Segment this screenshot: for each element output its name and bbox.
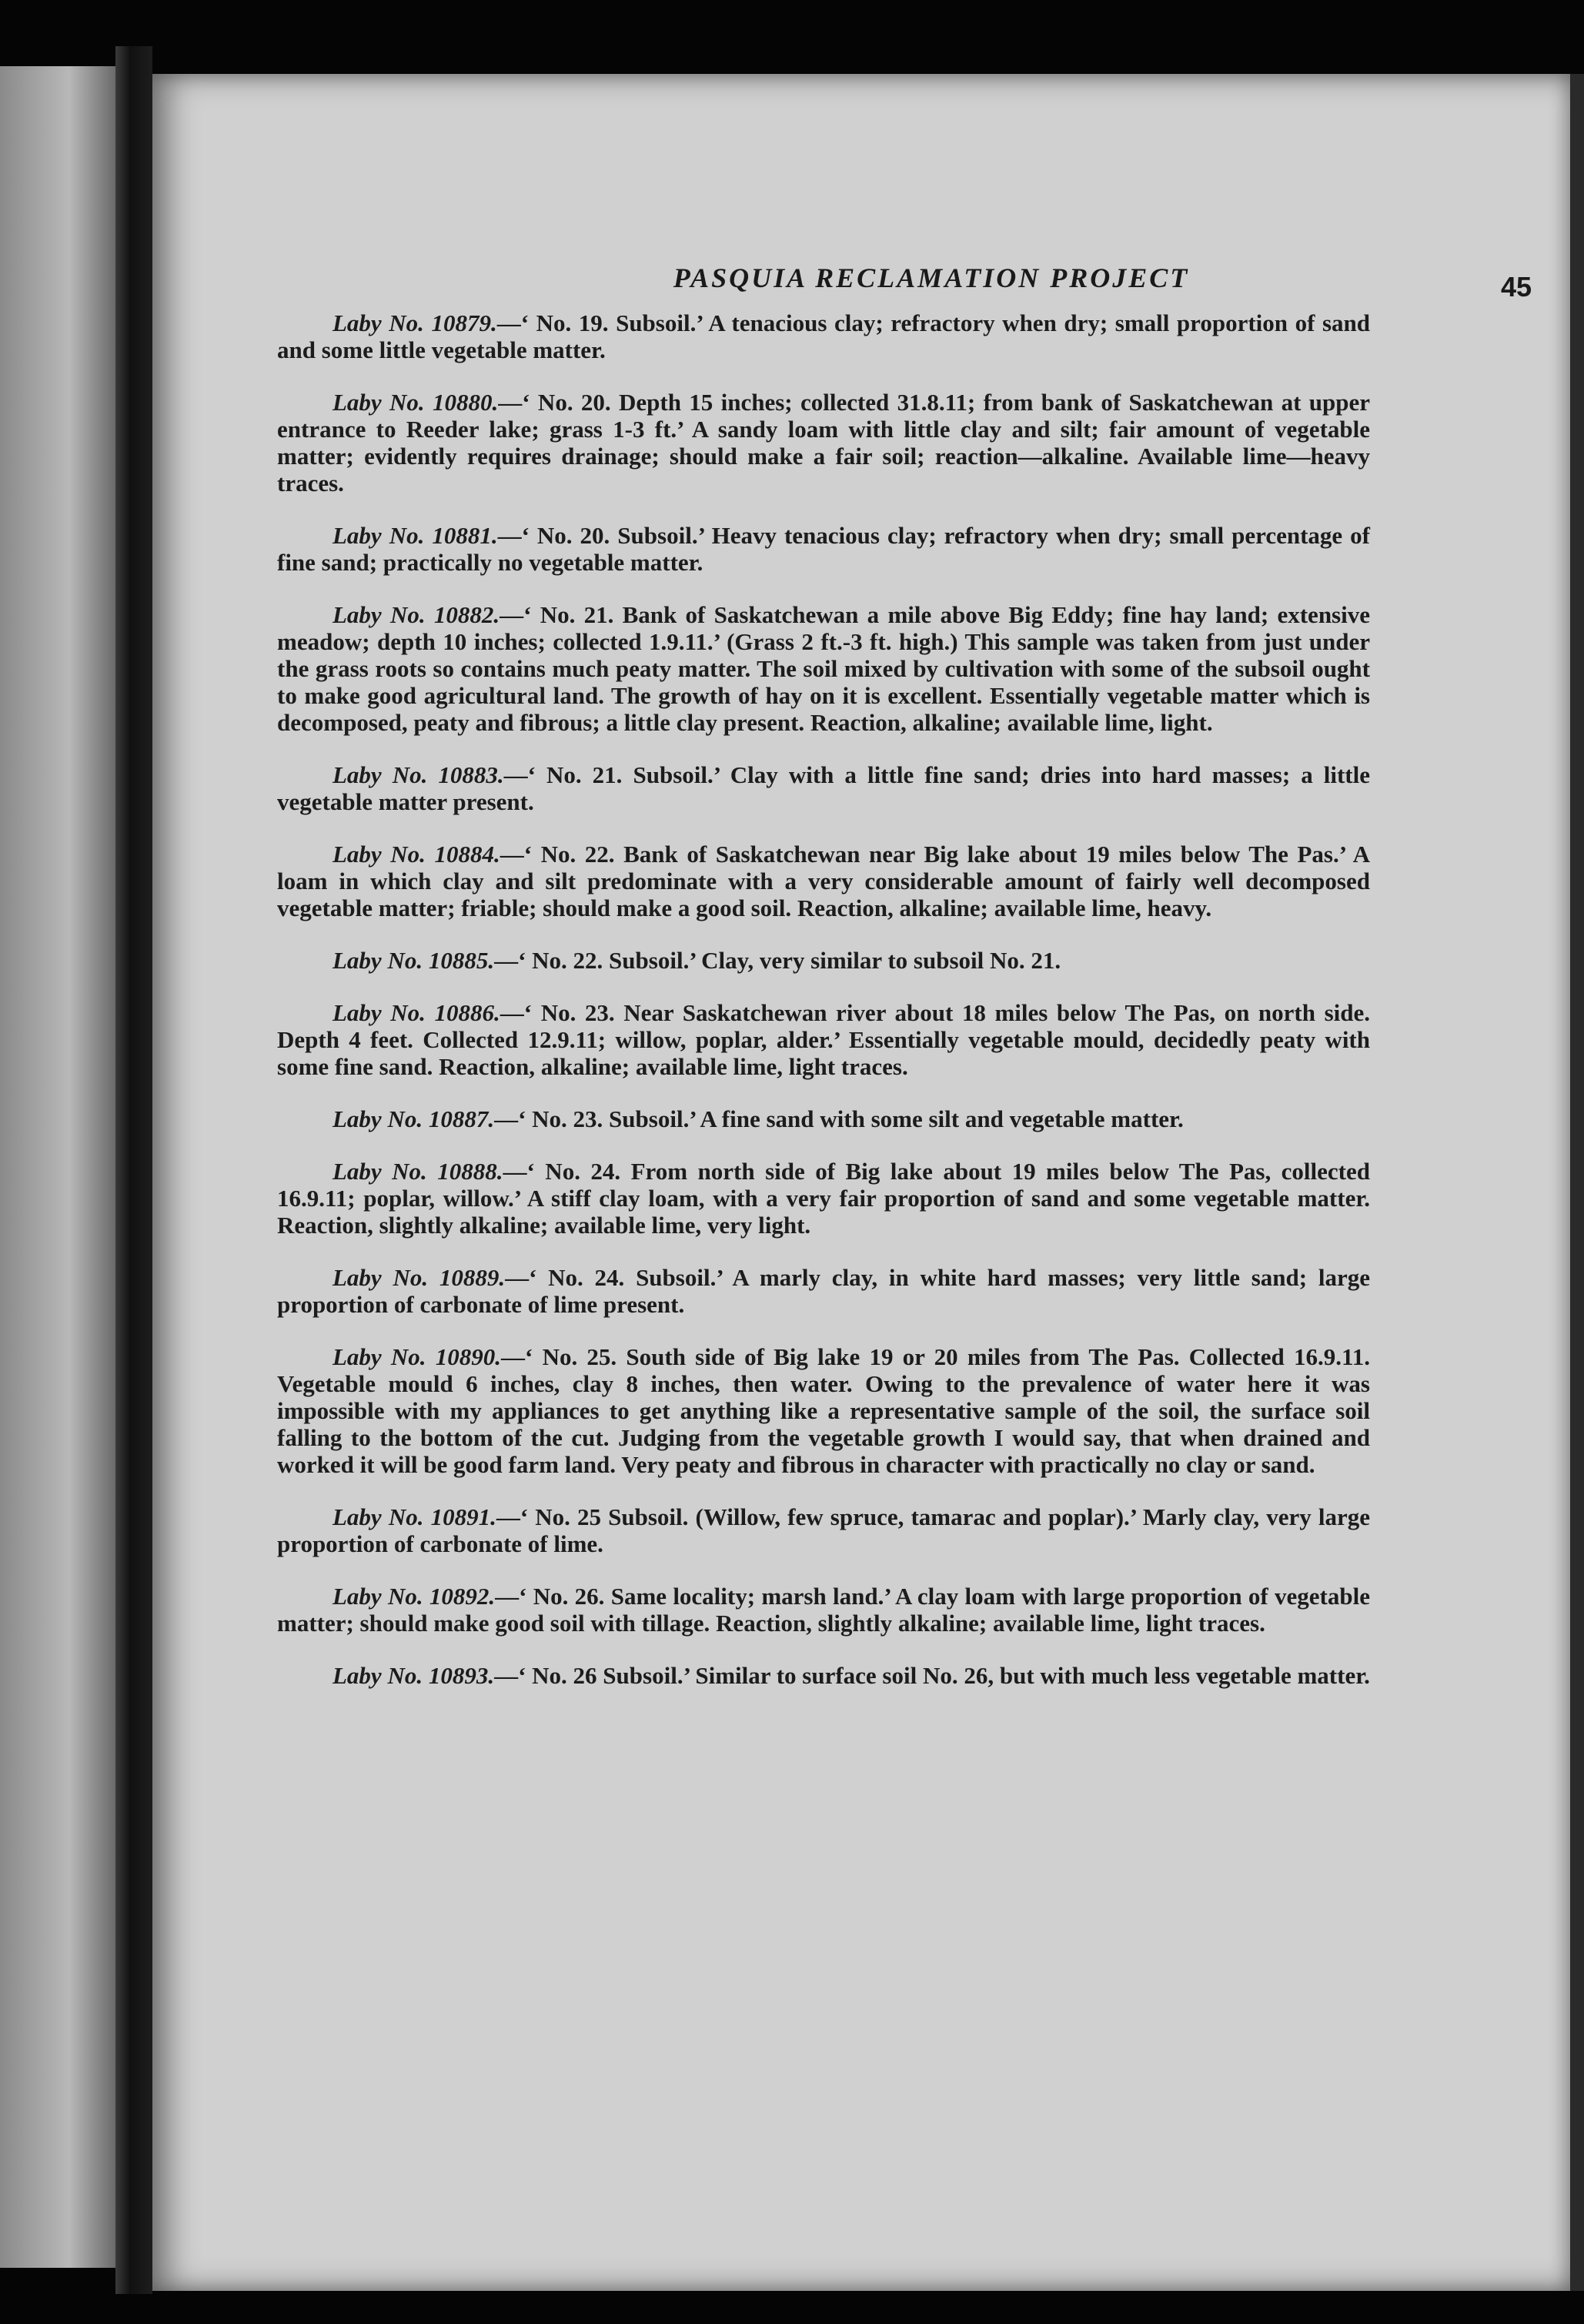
sample-entry <box>277 999 1370 1080</box>
lab-number: Laby No. 10887. <box>333 1105 495 1132</box>
page-body <box>277 309 1370 1714</box>
entry-text: —‘ No. 23. Subsoil.’ A fine sand with some silt and vegetable matter. <box>494 1105 1184 1132</box>
entry-text: —‘ No. 26 Subsoil.’ Similar to surface soil No. 26, but with much less vegetable matter. <box>494 1662 1370 1689</box>
lab-number: Laby No. 10879. <box>333 309 497 336</box>
lab-number: Laby No. 10890. <box>333 1343 502 1370</box>
lab-number: Laby No. 10889. <box>333 1264 506 1291</box>
entry-text: —‘ No. 25. South side of Big lake 19 or 20 miles from The Pas. Collected 16.9.11. Vegetable mould 6 inches, clay 8 inches, then water. Owing to the prevalence of water here it was impossible with my appliances to get anything like a representative sample of the soil, the surface soil falling to the bottom of the cut. Judging from the vegetable growth I would say, that when drained and worked it will be good farm land. Very peaty and fibrous in character with practically no clay or sand. <box>277 1343 1370 1478</box>
page-number: 45 <box>1501 271 1532 303</box>
sample-entry <box>277 389 1370 497</box>
sample-entry <box>277 1343 1370 1478</box>
lab-number: Laby No. 10891. <box>333 1503 496 1530</box>
entry-text: —‘ No. 20. Subsoil.’ Heavy tenacious clay; refractory when dry; small percentage of fine sand; practically no vegetable matter. <box>277 522 1370 576</box>
sample-entry <box>277 1662 1370 1689</box>
left-page-edge <box>0 66 115 2268</box>
entry-text: —‘ No. 25 Subsoil. (Willow, few spruce, tamarac and poplar).’ Marly clay, very large proportion of carbonate of lime. <box>277 1503 1370 1557</box>
entry-text: —‘ No. 24. From north side of Big lake about 19 miles below The Pas, collected 16.9.11; poplar, willow.’ A stiff clay loam, with a very fair proportion of sand and some vegetable matter. Reaction, slightly alkaline; available lime, very light. <box>277 1158 1370 1239</box>
entry-text: —‘ No. 19. Subsoil.’ A tenacious clay; refractory when dry; small proportion of sand and some little vegetable matter. <box>277 309 1370 363</box>
entry-text: —‘ No. 20. Depth 15 inches; collected 31.8.11; from bank of Saskatchewan at upper entrance to Reeder lake; grass 1-3 ft.’ A sandy loam with little clay and silt; fair amount of vegetable matter; evidently requires drainage; should make a fair soil; reaction—alkaline. Available lime—heavy traces. <box>277 389 1370 497</box>
sample-entry <box>277 947 1370 974</box>
entry-text: —‘ No. 22. Bank of Saskatchewan near Big lake about 19 miles below The Pas.’ A loam in which clay and silt predominate with a very considerable amount of fairly well decomposed vegetable matter; friable; should make a good soil. Reaction, alkaline; available lime, heavy. <box>277 841 1370 921</box>
sample-entry <box>277 309 1370 363</box>
sample-entry <box>277 1158 1370 1239</box>
entry-text: —‘ No. 21. Bank of Saskatchewan a mile above Big Eddy; fine hay land; extensive meadow; depth 10 inches; collected 1.9.11.’ (Grass 2 ft.-3 ft. high.) This sample was taken from just under the grass roots so contains much peaty matter. The soil mixed by cultivation with some of the subsoil ought to make good agricultural land. The growth of hay on it is excellent. Essentially vegetable matter which is decomposed, peaty and fibrous; a little clay present. Reaction, alkaline; available lime, light. <box>277 601 1370 736</box>
entry-text: —‘ No. 24. Subsoil.’ A marly clay, in white hard masses; very little sand; large proportion of carbonate of lime present. <box>277 1264 1370 1318</box>
book-gutter <box>115 46 152 2294</box>
right-page-edge <box>1570 74 1584 2291</box>
sample-entry <box>277 841 1370 921</box>
lab-number: Laby No. 10882. <box>333 601 500 628</box>
lab-number: Laby No. 10888. <box>333 1158 503 1185</box>
lab-number: Laby No. 10884. <box>333 841 500 868</box>
sample-entry <box>277 601 1370 736</box>
lab-number: Laby No. 10881. <box>333 522 498 549</box>
lab-number: Laby No. 10883. <box>333 761 504 788</box>
lab-number: Laby No. 10886. <box>333 999 500 1026</box>
lab-number: Laby No. 10885. <box>333 947 495 974</box>
lab-number: Laby No. 10892. <box>333 1583 496 1610</box>
sample-entry <box>277 1503 1370 1557</box>
lab-number: Laby No. 10893. <box>333 1662 495 1689</box>
entry-text: —‘ No. 21. Subsoil.’ Clay with a little fine sand; dries into hard masses; a little vegetable matter present. <box>277 761 1370 815</box>
entry-text: —‘ No. 26. Same locality; marsh land.’ A clay loam with large proportion of vegetable matter; should make good soil with tillage. Reaction, slightly alkaline; available lime, light traces. <box>277 1583 1370 1637</box>
running-title: PASQUIA RECLAMATION PROJECT <box>673 262 1190 293</box>
entry-text: —‘ No. 23. Near Saskatchewan river about 18 miles below The Pas, on north side. Depth 4 feet. Collected 12.9.11; willow, poplar, alder.’ Essentially vegetable mould, decidedly peaty with some fine sand. Reaction, alkaline; available lime, light traces. <box>277 999 1370 1080</box>
sample-entry <box>277 761 1370 815</box>
page-header <box>152 262 1570 308</box>
lab-number: Laby No. 10880. <box>333 389 499 416</box>
entry-text: —‘ No. 22. Subsoil.’ Clay, very similar to subsoil No. 21. <box>494 947 1061 974</box>
sample-entry <box>277 1264 1370 1318</box>
sample-entry <box>277 1583 1370 1637</box>
sample-entry <box>277 522 1370 576</box>
sample-entry <box>277 1105 1370 1132</box>
